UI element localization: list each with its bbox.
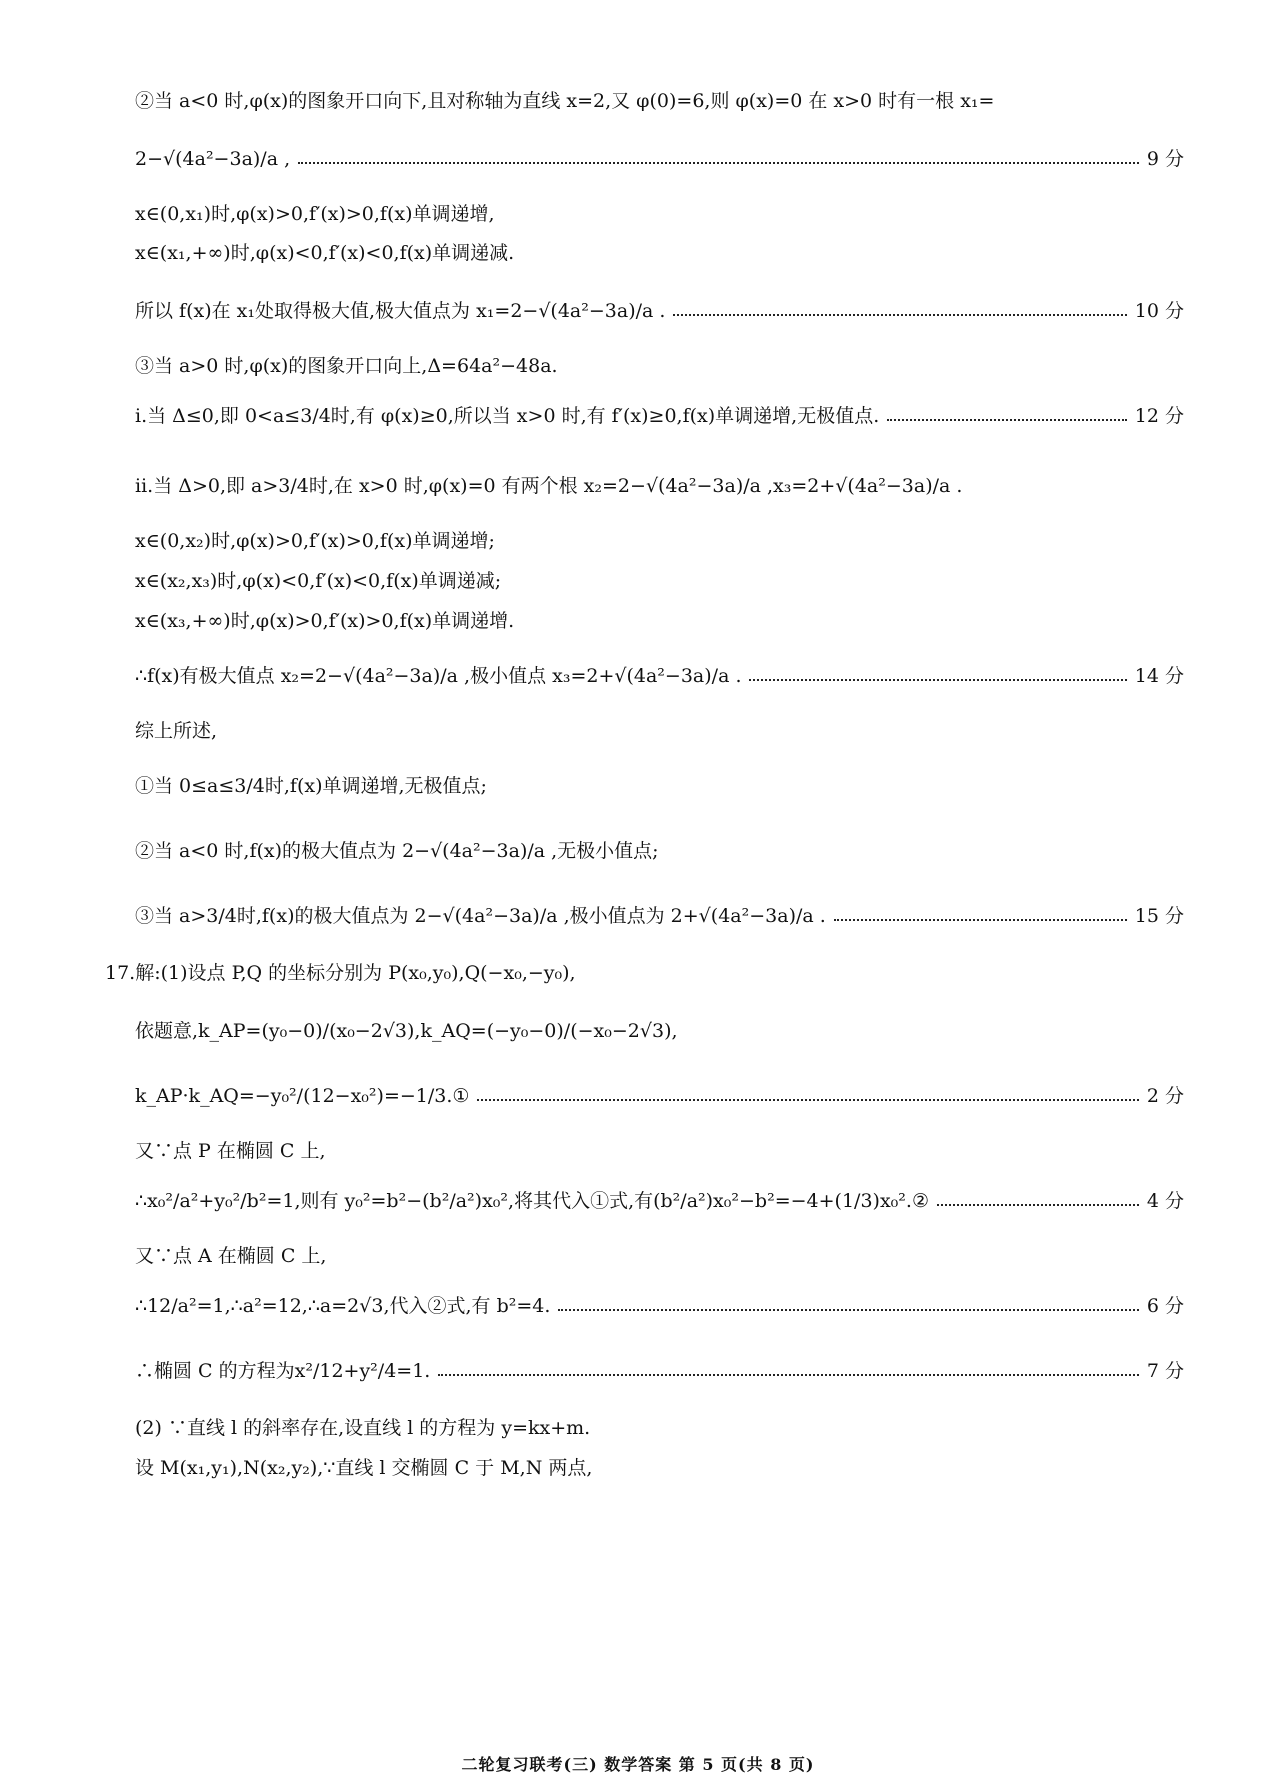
line-12: ∴f(x)有极大值点 x₂=2−√(4a²−3a)/a ,极小值点 x₃=2+√(4a²−3a)/a . 14 分: [135, 665, 1184, 687]
line-2: 2−√(4a²−3a)/a , 9 分: [135, 148, 1184, 170]
score-label: 14 分: [1134, 665, 1184, 687]
score-label: 10 分: [1134, 300, 1184, 322]
leader-dots: [937, 1204, 1139, 1206]
line-13: 综上所述,: [135, 720, 218, 742]
line-5: 所以 f(x)在 x₁处取得极大值,极大值点为 x₁=2−√(4a²−3a)/a . 10 分: [135, 300, 1184, 322]
leader-dots: [298, 162, 1139, 164]
line-6: ③当 a>0 时,φ(x)的图象开口向上,Δ=64a²−48a.: [135, 355, 558, 377]
score-label: 6 分: [1146, 1295, 1184, 1317]
leader-dots: [834, 919, 1127, 921]
line-26: 设 M(x₁,y₁),N(x₂,y₂),∵直线 l 交椭圆 C 于 M,N 两点,: [135, 1457, 593, 1479]
line-25: (2) ∵直线 l 的斜率存在,设直线 l 的方程为 y=kx+m.: [135, 1417, 591, 1439]
leader-dots: [438, 1374, 1139, 1376]
line-1: ②当 a<0 时,φ(x)的图象开口向下,且对称轴为直线 x=2,又 φ(0)=6,则 φ(x)=0 在 x>0 时有一根 x₁=: [135, 90, 995, 112]
line-24: ∴椭圆 C 的方程为x²/12+y²/4=1. 7 分: [135, 1360, 1184, 1382]
leader-dots: [887, 419, 1127, 421]
leader-dots: [558, 1309, 1138, 1311]
line-9: x∈(0,x₂)时,φ(x)>0,f′(x)>0,f(x)单调递增;: [135, 530, 495, 552]
page-footer: 二轮复习联考(三) 数学答案 第 5 页(共 8 页): [461, 1755, 815, 1774]
score-label: 4 分: [1146, 1190, 1184, 1212]
line-14: ①当 0≤a≤3/4时,f(x)单调递增,无极值点;: [135, 775, 487, 797]
line-17: 17.解:(1)设点 P,Q 的坐标分别为 P(x₀,y₀),Q(−x₀,−y₀),: [105, 962, 576, 984]
line-19: k_AP·k_AQ=−y₀²/(12−x₀²)=−1/3.① 2 分: [135, 1085, 1184, 1107]
score-label: 12 分: [1134, 405, 1184, 427]
score-label: 15 分: [1134, 905, 1184, 927]
line-10: x∈(x₂,x₃)时,φ(x)<0,f′(x)<0,f(x)单调递减;: [135, 570, 502, 592]
line-7: ⅰ.当 Δ≤0,即 0<a≤3/4时,有 φ(x)≥0,所以当 x>0 时,有 f′(x)≥0,f(x)单调递增,无极值点. 12 分: [135, 405, 1184, 427]
line-21: ∴x₀²/a²+y₀²/b²=1,则有 y₀²=b²−(b²/a²)x₀²,将其代入①式,有(b²/a²)x₀²−b²=−4+(1/3)x₀².② 4 分: [135, 1190, 1184, 1212]
leader-dots: [477, 1099, 1138, 1101]
score-label: 2 分: [1146, 1085, 1184, 1107]
line-23: ∴12/a²=1,∴a²=12,∴a=2√3,代入②式,有 b²=4. 6 分: [135, 1295, 1184, 1317]
line-11: x∈(x₃,+∞)时,φ(x)>0,f′(x)>0,f(x)单调递增.: [135, 610, 515, 632]
score-label: 9 分: [1146, 148, 1184, 170]
line-8: ⅱ.当 Δ>0,即 a>3/4时,在 x>0 时,φ(x)=0 有两个根 x₂=2−√(4a²−3a)/a ,x₃=2+√(4a²−3a)/a .: [135, 475, 963, 497]
line-15: ②当 a<0 时,f(x)的极大值点为 2−√(4a²−3a)/a ,无极小值点;: [135, 840, 659, 862]
line-4: x∈(x₁,+∞)时,φ(x)<0,f′(x)<0,f(x)单调递减.: [135, 242, 515, 264]
line-22: 又∵点 A 在椭圆 C 上,: [135, 1245, 327, 1267]
line-18: 依题意,k_AP=(y₀−0)/(x₀−2√3),k_AQ=(−y₀−0)/(−x₀−2√3),: [135, 1020, 678, 1042]
line-16: ③当 a>3/4时,f(x)的极大值点为 2−√(4a²−3a)/a ,极小值点为 2+√(4a²−3a)/a . 15 分: [135, 905, 1184, 927]
line-20: 又∵点 P 在椭圆 C 上,: [135, 1140, 326, 1162]
line-3: x∈(0,x₁)时,φ(x)>0,f′(x)>0,f(x)单调递增,: [135, 203, 495, 225]
leader-dots: [673, 314, 1126, 316]
score-label: 7 分: [1146, 1360, 1184, 1382]
leader-dots: [749, 679, 1126, 681]
